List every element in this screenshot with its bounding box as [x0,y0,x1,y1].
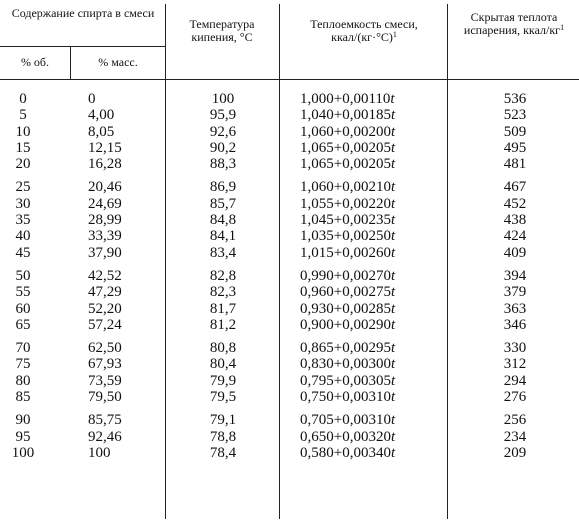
table-row [0,317,579,333]
heat-formula: 1,060+0,00210 [300,179,391,196]
cell-vol: 5 [19,107,27,124]
cell-latent: 481 [503,156,527,173]
cell-vol: 35 [15,212,31,229]
row-group [0,179,579,260]
temperature-variable: t [390,316,396,333]
table-row [0,268,579,284]
temperature-variable: t [390,356,396,373]
temperature-variable: t [390,228,396,245]
cell-vol: 0 [19,91,27,107]
cell-vol: 60 [15,300,31,317]
table-row [0,124,579,140]
cell-latent: 438 [503,212,527,229]
cell-heat [300,373,395,389]
cell-heat [300,445,395,461]
table-row [0,373,579,389]
cell-temp: 82,3 [209,284,237,301]
cell-temp: 86,9 [209,179,237,196]
cell-heat [300,179,395,195]
temperature-variable: t [390,156,396,173]
cell-vol: 85 [15,389,31,406]
temperature-variable: t [390,244,396,261]
heat-formula: 1,000+0,00110 [300,91,391,107]
table-row [0,429,579,445]
temperature-variable: t [390,444,396,461]
latent-header-footnote: 1 [560,23,565,32]
vol-column-header: % об. [20,55,50,69]
cell-heat [300,228,395,244]
cell-temp: 79,9 [209,372,237,389]
cell-temp: 81,2 [209,316,237,333]
cell-mass: 62,50 [88,340,122,357]
cell-latent: 363 [503,300,527,317]
cell-vol: 100 [11,444,35,461]
cell-heat [300,156,395,172]
heat-formula: 0,795+0,00305 [300,372,391,389]
cell-vol: 80 [15,372,31,389]
cell-mass: 4,00 [88,107,115,124]
cell-latent: 536 [503,91,527,107]
cell-heat [300,212,395,228]
temperature-variable: t [390,412,396,429]
cell-heat [300,301,395,317]
cell-latent: 234 [503,428,527,445]
cell-vol: 75 [15,356,31,373]
mass-column-header: % масс. [98,55,138,69]
temp-column-header: Температура кипения, °С [189,17,255,44]
cell-mass: 73,59 [88,372,122,389]
cell-temp: 85,7 [209,195,237,212]
table-row [0,156,579,172]
cell-temp: 84,8 [209,212,237,229]
heat-formula: 0,830+0,00300 [300,356,391,373]
cell-latent: 424 [503,228,527,245]
table-row [0,107,579,123]
table-row [0,445,579,461]
cell-heat [300,412,395,428]
cell-temp: 78,8 [209,428,237,445]
heat-formula: 1,065+0,00205 [300,156,391,173]
temperature-variable: t [390,284,396,301]
cell-latent: 523 [503,107,527,124]
cell-heat [300,268,395,284]
heat-formula: 0,750+0,00310 [300,389,391,406]
cell-vol: 65 [15,316,31,333]
table-row [0,301,579,317]
cell-heat [300,356,395,372]
row-group [0,412,579,461]
cell-vol: 40 [15,228,31,245]
cell-vol: 15 [15,139,31,156]
row-group [0,268,579,333]
heat-formula: 0,960+0,00275 [300,284,391,301]
temperature-variable: t [390,428,396,445]
heat-formula: 0,865+0,00295 [300,340,391,357]
table-row [0,228,579,244]
heat-header-text: Теплоемкость смеси, ккал/(кг·°С) [310,17,418,44]
heat-formula: 1,065+0,00205 [300,139,391,156]
table-row [0,179,579,195]
cell-mass: 33,39 [88,228,122,245]
cell-vol: 10 [15,123,31,140]
cell-latent: 276 [503,389,527,406]
cell-latent: 330 [503,340,527,357]
temperature-variable: t [390,212,396,229]
heat-formula: 0,580+0,00340 [300,444,391,461]
cell-mass: 28,99 [88,212,122,229]
cell-heat [300,245,395,261]
row-group [0,340,579,405]
temperature-variable: t [390,179,396,196]
cell-vol: 25 [15,179,31,196]
table-row [0,196,579,212]
cell-latent: 409 [503,244,527,261]
cell-heat [300,389,395,405]
temperature-variable: t [390,267,396,284]
cell-latent: 312 [503,356,527,373]
cell-mass: 24,69 [88,195,122,212]
table-row [0,412,579,428]
cell-temp: 81,7 [209,300,237,317]
cell-mass: 100 [88,444,111,461]
table-row [0,245,579,261]
cell-temp: 80,4 [209,356,237,373]
heat-header-footnote: 1 [392,30,397,39]
cell-latent: 495 [503,139,527,156]
cell-heat [300,107,395,123]
heat-formula: 0,990+0,00270 [300,267,391,284]
cell-heat [300,140,395,156]
cell-vol: 90 [15,412,31,429]
cell-vol: 95 [15,428,31,445]
cell-mass: 47,29 [88,284,122,301]
heat-formula: 1,060+0,00200 [300,123,391,140]
cell-latent: 452 [503,195,527,212]
cell-mass: 0 [88,91,96,107]
cell-vol: 30 [15,195,31,212]
heat-formula: 1,045+0,00235 [300,212,391,229]
cell-temp: 80,8 [209,340,237,357]
cell-mass: 20,46 [88,179,122,196]
heat-formula: 1,015+0,00260 [300,244,391,261]
cell-mass: 92,46 [88,428,122,445]
cell-latent: 294 [503,372,527,389]
cell-vol: 55 [15,284,31,301]
table-row [0,212,579,228]
cell-vol: 45 [15,244,31,261]
table-body [0,91,579,468]
cell-temp: 79,1 [209,412,237,429]
cell-temp: 92,6 [209,123,237,140]
cell-heat [300,124,395,140]
cell-vol: 50 [15,267,31,284]
temperature-variable: t [390,300,396,317]
heat-formula: 0,705+0,00310 [300,412,391,429]
cell-temp: 83,4 [209,244,237,261]
heat-formula: 0,930+0,00285 [300,300,391,317]
cell-temp: 82,8 [209,267,237,284]
heat-formula: 0,650+0,00320 [300,428,391,445]
table-row [0,356,579,372]
temperature-variable: t [390,389,396,406]
cell-latent: 467 [503,179,527,196]
cell-mass: 16,28 [88,156,122,173]
cell-temp: 79,5 [209,389,237,406]
header-subrule [0,46,165,47]
row-group [0,91,579,172]
cell-temp: 78,4 [209,444,237,461]
temperature-variable: t [390,107,396,124]
header-rule [0,79,579,80]
temperature-variable: t [390,123,396,140]
cell-vol: 70 [15,340,31,357]
cell-mass: 12,15 [88,139,122,156]
cell-mass: 85,75 [88,412,122,429]
temperature-variable: t [390,91,395,107]
cell-mass: 67,93 [88,356,122,373]
temperature-variable: t [390,372,396,389]
cell-latent: 346 [503,316,527,333]
cell-temp: 95,9 [209,107,237,124]
cell-mass: 37,90 [88,244,122,261]
heat-formula: 1,055+0,00220 [300,195,391,212]
cell-mass: 8,05 [88,123,115,140]
content-column-header: Содержание спирта в смеси [11,6,155,20]
cell-temp: 100 [211,91,235,107]
cell-latent: 509 [503,123,527,140]
cell-mass: 52,20 [88,300,122,317]
cell-heat [300,429,395,445]
cell-vol: 20 [15,156,31,173]
table-row [0,91,579,107]
table-row [0,340,579,356]
heat-formula: 0,900+0,00290 [300,316,391,333]
cell-latent: 379 [503,284,527,301]
cell-mass: 57,24 [88,316,122,333]
cell-heat [300,340,395,356]
latent-header-text: Скрытая теплота испарения, ккал/кг [463,10,561,37]
cell-mass: 42,52 [88,267,122,284]
cell-temp: 88,3 [209,156,237,173]
table-row [0,284,579,300]
table-row [0,140,579,156]
temperature-variable: t [390,340,396,357]
cell-mass: 79,50 [88,389,122,406]
temperature-variable: t [390,195,396,212]
cell-heat [300,284,395,300]
latent-column-header [452,11,576,38]
table-row [0,389,579,405]
cell-latent: 256 [503,412,527,429]
heat-formula: 1,040+0,00185 [300,107,391,124]
cell-heat [300,196,395,212]
cell-heat [300,91,395,107]
cell-latent: 209 [503,444,527,461]
cell-heat [300,317,395,333]
cell-temp: 84,1 [209,228,237,245]
cell-latent: 394 [503,267,527,284]
heat-column-header [282,18,446,45]
heat-formula: 1,035+0,00250 [300,228,391,245]
temperature-variable: t [390,139,396,156]
cell-temp: 90,2 [209,139,237,156]
